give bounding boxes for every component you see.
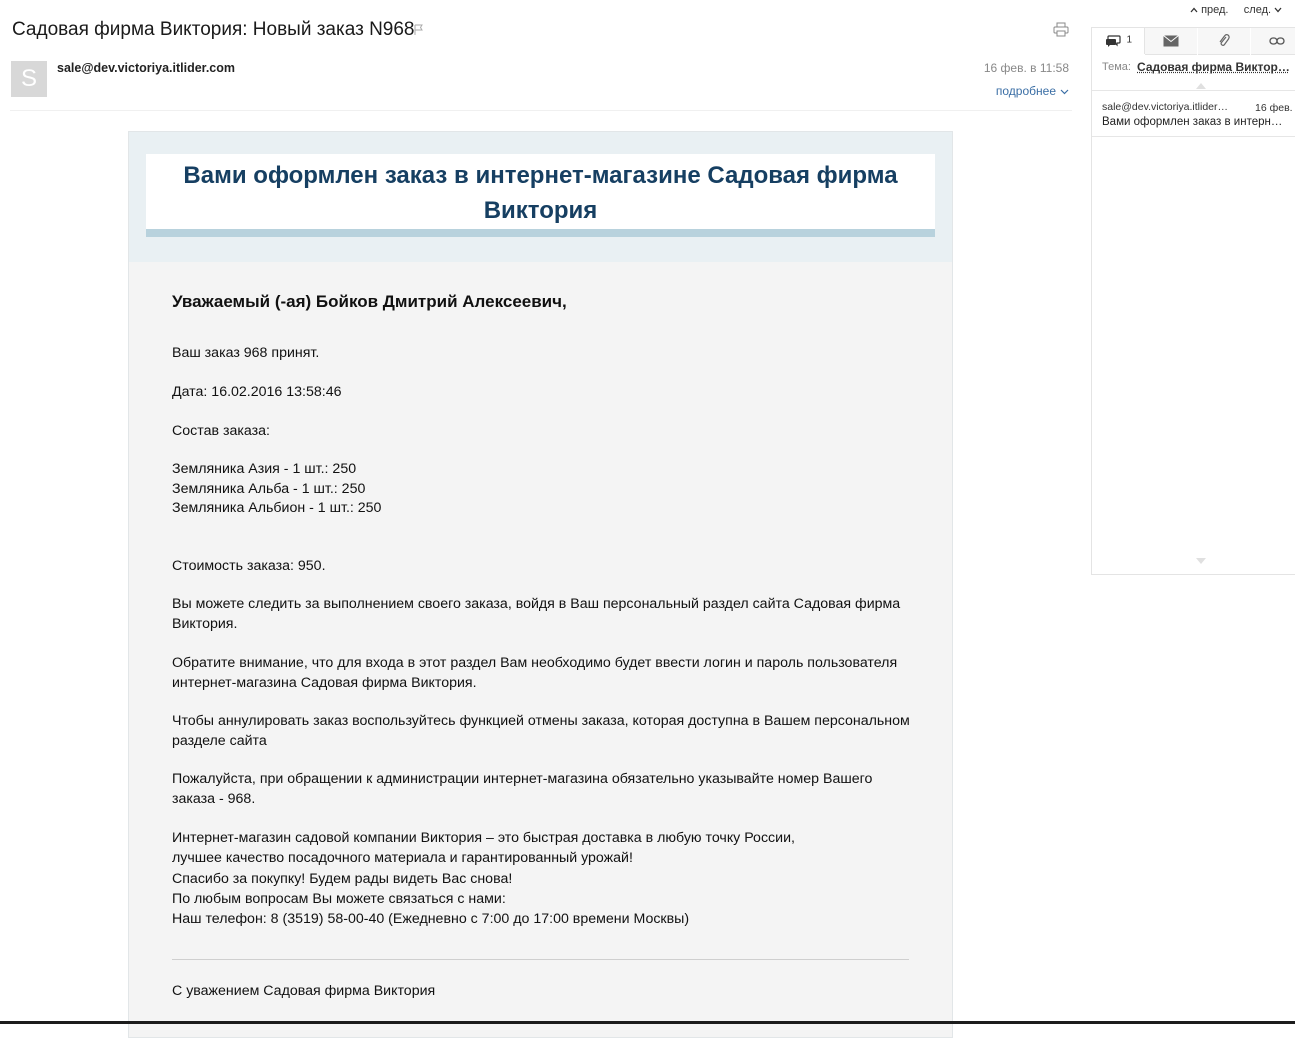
sender-address[interactable]: sale@dev.victoriya.itlider.com <box>57 61 236 75</box>
order-accepted: Ваш заказ 968 принят. <box>172 345 320 361</box>
mail-icon <box>1163 35 1179 47</box>
thread-item[interactable] <box>1092 101 1295 139</box>
list-item: Земляника Альбион - 1 шт.: 250 <box>172 500 382 516</box>
chevron-down-icon[interactable] <box>1196 558 1206 564</box>
avatar: S <box>11 61 47 97</box>
tab-mail[interactable] <box>1145 28 1197 55</box>
signature: С уважением Садовая фирма Виктория <box>172 983 436 999</box>
list-item: Земляника Азия - 1 шт.: 250 <box>172 461 357 477</box>
tab-attachments[interactable] <box>1198 28 1250 55</box>
thread-item-snippet: Вами оформлен заказ в интерн… <box>1102 116 1283 128</box>
topic-value[interactable]: Садовая фирма Виктор… <box>1137 60 1290 74</box>
promo-line: Интернет-магазин садовой компании Виктория – это быстрая доставка в любую точку России, <box>172 830 795 846</box>
order-items <box>172 459 912 518</box>
promo-line: лучшее качество посадочного материала и гарантированный урожай! <box>172 850 633 867</box>
promo-line: Наш телефон: 8 (3519) 58-00-40 (Ежедневно с 7:00 до 17:00 времени Москвы) <box>172 911 690 928</box>
prev-message-button[interactable] <box>1190 4 1229 16</box>
chevron-up-icon <box>1190 7 1198 13</box>
header-divider <box>10 110 1072 111</box>
panel-divider <box>1092 90 1295 91</box>
link-icon <box>1269 36 1285 46</box>
promo-block <box>172 828 912 929</box>
next-label: след. <box>1243 4 1272 16</box>
promo-line: Спасибо за покупку! Будем рады видеть Вас снова! <box>172 870 513 887</box>
thread-icon <box>1104 33 1122 49</box>
email-body <box>128 131 953 1038</box>
banner-title: Вами оформлен заказ в интернет-магазине Садовая фирма Виктория <box>183 162 898 224</box>
thread-count: 1 <box>1126 34 1132 46</box>
order-cost: Стоимость заказа: 950. <box>172 558 326 574</box>
details-label: подробнее <box>995 84 1056 98</box>
panel-divider <box>1092 136 1295 137</box>
banner-underline <box>146 229 935 237</box>
chevron-down-icon <box>1060 89 1069 95</box>
footer-divider <box>172 959 909 960</box>
chevron-up-icon[interactable] <box>1196 83 1206 89</box>
paragraph-cancel: Чтобы аннулировать заказ воспользуйтесь функцией отмены заказа, которая доступна в Вашем персональном разделе сайта <box>172 713 910 749</box>
message-nav <box>1190 4 1282 16</box>
details-link[interactable] <box>950 84 1069 98</box>
next-message-button[interactable] <box>1244 4 1282 16</box>
paragraph-contact: Пожалуйста, при обращении к администрации интернет-магазина обязательно указывайте номер Вашего заказа - 968. <box>172 771 873 807</box>
email-subject: Садовая фирма Виктория: Новый заказ N968 <box>12 19 415 40</box>
order-composition-label: Состав заказа: <box>172 423 270 439</box>
email-banner <box>146 154 935 230</box>
greeting: Уважаемый (-ая) Бойков Дмитрий Алексеевич, <box>172 292 567 311</box>
chevron-down-icon <box>1274 7 1282 13</box>
email-date: 16 фев. в 11:58 <box>983 61 1069 75</box>
tab-links[interactable] <box>1251 28 1295 55</box>
tab-thread[interactable] <box>1092 28 1145 54</box>
promo-line: По любым вопросам Вы можете связаться с нами: <box>172 890 506 907</box>
thread-panel <box>1091 27 1295 575</box>
list-item: Земляника Альба - 1 шт.: 250 <box>172 480 366 497</box>
prev-label: пред. <box>1201 4 1229 16</box>
thread-item-from: sale@dev.victoriya.itlider… <box>1102 101 1229 113</box>
topic-label: Тема: <box>1102 61 1131 73</box>
paperclip-icon <box>1218 33 1230 48</box>
order-date: Дата: 16.02.2016 13:58:46 <box>172 384 342 400</box>
print-icon[interactable] <box>1053 22 1069 37</box>
paragraph-login: Обратите внимание, что для входа в этот раздел Вам необходимо будет ввести логин и пароль пользователя интернет-магазина Садовая фирма Виктория. <box>172 655 898 691</box>
flag-icon[interactable] <box>414 24 424 36</box>
paragraph-track: Вы можете следить за выполнением своего заказа, войдя в Ваш персональный раздел сайта Садовая фирма Виктория. <box>172 596 901 632</box>
thread-item-date: 16 фев. <box>1255 102 1293 114</box>
